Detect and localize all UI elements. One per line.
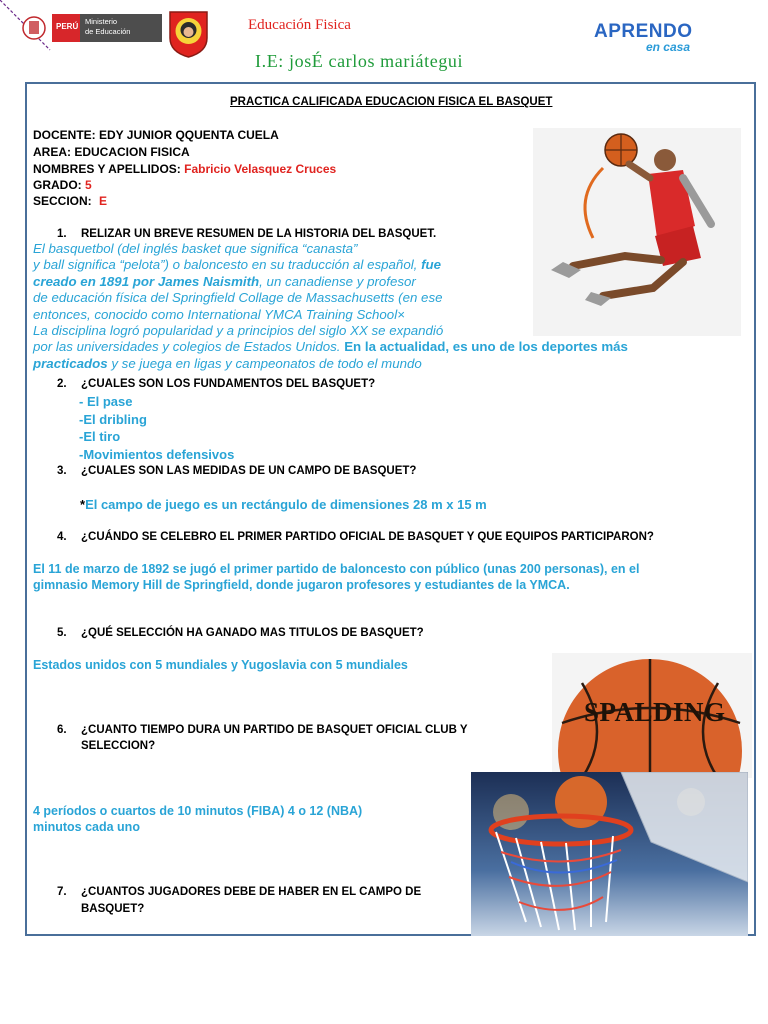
answer-6-line-2: minutos cada uno: [33, 820, 140, 834]
grado-value: 5: [85, 178, 92, 192]
spalding-label: SPALDING: [584, 697, 726, 727]
subject-title: Educación Fisica: [248, 17, 351, 33]
seccion-value: E: [99, 194, 108, 208]
question-7-number: 7.: [57, 886, 67, 898]
answer-1-line-1: El basquetbol (del inglés basket que significa “canasta”: [33, 241, 358, 256]
area-line: AREA: EDUCACION FISICA: [33, 145, 190, 159]
seccion-label: SECCION:: [33, 194, 92, 208]
answer-2-item: -El dribling: [79, 411, 147, 427]
grado-line: [33, 178, 92, 192]
answer-1-line-6: La disciplina logró popularidad y a principios del siglo XX se expandió: [33, 323, 444, 339]
question-4: [57, 531, 654, 543]
nombres-label: NOMBRES Y APELLIDOS:: [33, 162, 181, 176]
answer-1-line-7: por las universidades y colegios de Estados Unidos. En la actualidad, es uno de los deportes más: [33, 339, 628, 355]
answer-2-item: -Movimientos defensivos: [79, 446, 235, 462]
answer-1: [33, 241, 628, 372]
ministry-line1: Ministerio: [85, 17, 118, 26]
answer-2-list: [79, 393, 234, 463]
question-1-text: RELIZAR UN BREVE RESUMEN DE LA HISTORIA DEL BASQUET.: [81, 228, 437, 240]
question-3-number: 3.: [57, 465, 67, 477]
question-7-text-line-1: ¿CUANTOS JUGADORES DEBE DE HABER EN EL CAMPO DE: [81, 886, 422, 898]
answer-5: Estados unidos con 5 mundiales y Yugoslavia con 5 mundiales: [33, 658, 408, 672]
aprendo-text: APRENDO: [594, 21, 693, 42]
question-5-number: 5.: [57, 627, 67, 639]
answer-1-line-8: practicados y se juega en ligas y campeonatos de todo el mundo: [33, 355, 422, 371]
question-7-text-line-2: BASQUET?: [81, 903, 145, 915]
question-6-number: 6.: [57, 724, 67, 736]
docente-line: DOCENTE: EDY JUNIOR QQUENTA CUELA: [33, 128, 279, 142]
question-7: [57, 886, 421, 898]
basketball-hoop-image: [471, 772, 748, 936]
school-badge: [166, 8, 211, 58]
answer-2-item: - El pase: [79, 394, 133, 409]
en-casa-text: en casa: [645, 40, 690, 54]
question-6-text-line-2: SELECCION?: [81, 740, 156, 752]
question-2-number: 2.: [57, 378, 67, 390]
ministry-line2: de Educación: [85, 27, 131, 36]
seccion-line: [33, 194, 107, 208]
answer-3-text: El campo de juego es un rectángulo de dimensiones 28 m x 15 m: [85, 497, 487, 512]
answer-3-bullet: *: [80, 497, 86, 512]
question-1: [57, 228, 436, 240]
answer-4-line-2: gimnasio Memory Hill de Springfield, donde jugaron profesores y estudiantes de la YMCA.: [33, 578, 570, 592]
answer-4-line-1: El 11 de marzo de 1892 se jugó el primer partido de baloncesto con público (unas 200 personas), en el: [33, 562, 640, 576]
question-4-text: ¿CUÁNDO SE CELEBRO EL PRIMER PARTIDO OFICIAL DE BASQUET Y QUE EQUIPOS PARTICIPARON?: [81, 531, 654, 543]
nombres-line: [33, 162, 336, 176]
answer-1-line-4: de educación física del Springfield Collage de Massachusetts (en ese: [33, 290, 443, 306]
basketball-image: [552, 653, 752, 778]
question-6: [57, 724, 468, 736]
question-3: [57, 465, 416, 477]
document-title: PRACTICA CALIFICADA EDUCACION FISICA EL BASQUET: [230, 96, 553, 108]
nombres-value: Fabricio Velasquez Cruces: [184, 162, 337, 176]
question-2-text: ¿CUALES SON LOS FUNDAMENTOS DEL BASQUET?: [81, 378, 376, 390]
answer-3: [80, 497, 487, 512]
question-3-text: ¿CUALES SON LAS MEDIDAS DE UN CAMPO DE BASQUET?: [81, 465, 417, 477]
answer-6-line-1: 4 períodos o cuartos de 10 minutos (FIBA) 4 o 12 (NBA): [33, 804, 363, 818]
grado-label: GRADO:: [33, 178, 82, 192]
school-name: I.E: josÉ carlos mariátegui: [255, 51, 464, 71]
aprendo-en-casa-logo: [594, 22, 694, 54]
question-4-number: 4.: [57, 531, 67, 543]
question-2: [57, 378, 375, 390]
answer-2-item: -El tiro: [79, 429, 121, 444]
question-1-number: 1.: [57, 228, 67, 240]
question-5: [57, 627, 424, 639]
peru-label: PERÚ: [56, 22, 79, 31]
question-6-text-line-1: ¿CUANTO TIEMPO DURA UN PARTIDO DE BASQUET OFICIAL CLUB Y: [81, 724, 468, 736]
question-5-text: ¿QUÉ SELECCIÓN HA GANADO MAS TITULOS DE BASQUET?: [81, 627, 424, 639]
ministry-logo: [22, 12, 164, 44]
answer-1-line-3: creado en 1891 por James Naismith, un canadiense y profesor: [33, 273, 416, 289]
answer-1-line-5: entonces, conocido como International YMCA Training School×: [33, 306, 405, 322]
answer-1-line-2: y ball significa “pelota”) o baloncesto en su traducción al español, fue: [33, 257, 442, 273]
